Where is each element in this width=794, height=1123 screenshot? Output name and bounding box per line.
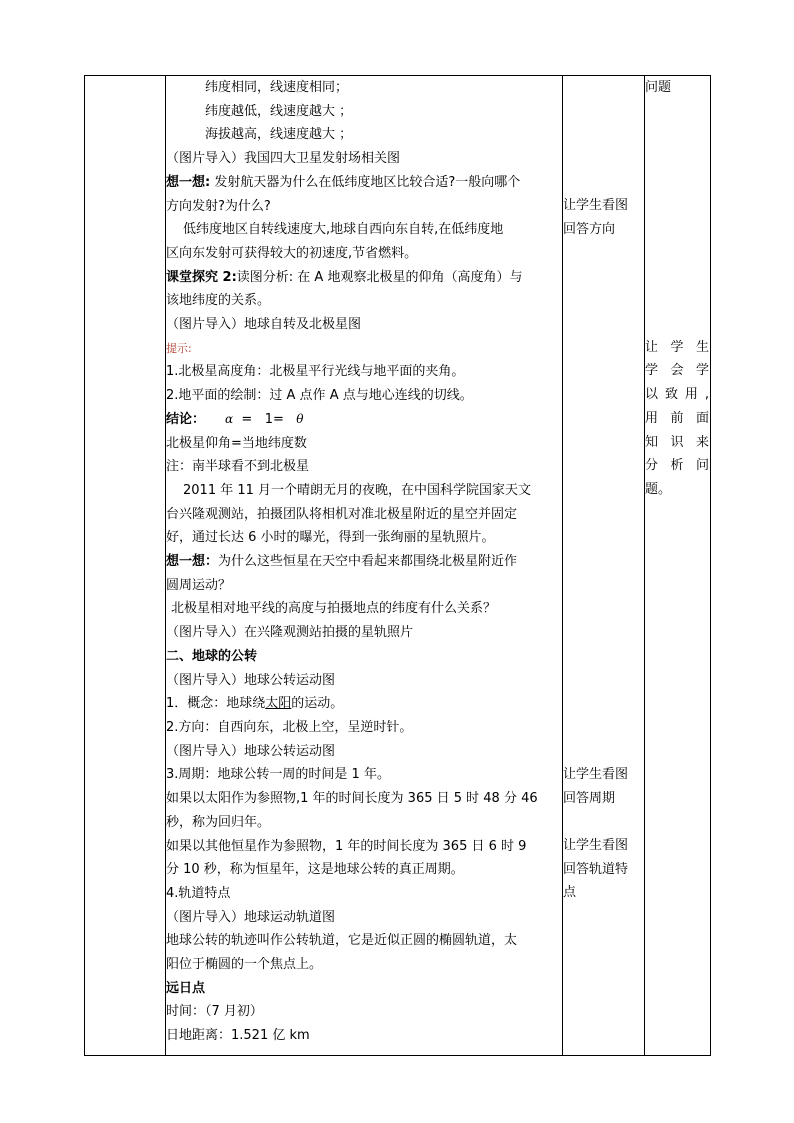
think-question: 发射航天器为什么在低纬度地区比较合适?一般向哪个 — [210, 174, 521, 190]
purpose-text: 分析问 — [645, 458, 710, 474]
purpose-text: 以致用, — [645, 387, 710, 403]
content-line — [166, 337, 562, 361]
activity-text: 让学生看图 — [563, 198, 629, 213]
blank-column-cell — [85, 76, 166, 1056]
content-line: 北极星相对地平线的高度与拍摄地点的纬度有什么关系？ — [171, 601, 497, 617]
content-line: 海拔越高，线速度越大 ； — [205, 127, 353, 143]
content-line: 圆周运动？ — [166, 577, 232, 593]
content-line: 日地距离：1.521 亿 km — [166, 1028, 310, 1044]
content-line: （图片导入）在兴隆观测站拍摄的星轨照片 — [166, 625, 414, 641]
content-line — [166, 171, 562, 195]
content-line: （图片导入）地球自转及北极星图 — [166, 317, 362, 333]
content-line: （图片导入）地球运动轨道图 — [166, 909, 336, 925]
content-line: 2.方向：自西向东，北极上空，呈逆时针。 — [166, 719, 413, 735]
think-heading: 想一想： — [166, 554, 219, 570]
subheading: 远日点 — [166, 980, 206, 996]
content-line — [166, 550, 562, 574]
teaching-content-cell — [166, 76, 563, 1056]
content-line: 纬度越低，线速度越大 ； — [205, 103, 353, 119]
content-line: 3.周期：地球公转一周的时间是 1 年。 — [166, 767, 390, 783]
content-line: 如果以其他恒星作为参照物，1 年的时间长度为 365 日 6 时 9 — [166, 838, 527, 854]
content-line: （图片导入）我国四大卫星发射场相关图 — [166, 151, 401, 167]
content-line: 4.轨道特点 — [166, 885, 231, 901]
think-heading: 想一想: — [166, 174, 211, 190]
content-line: 分 10 秒，称为恒星年，这是地球公转的真正周期。 — [166, 862, 464, 878]
think-question: 为什么这些恒星在天空中看起来都围绕北极星附近作 — [218, 554, 518, 570]
content-line: 2.地平面的绘制：过 A 点作 A 点与地心连线的切线。 — [166, 388, 473, 404]
purpose-text: 学会学 — [645, 363, 710, 379]
purpose-text: 题。 — [645, 481, 672, 497]
content-line: 2011 年 11 月一个晴朗无月的夜晚，在中国科学院国家天文 — [183, 482, 532, 498]
design-purpose-cell — [645, 76, 711, 1056]
content-line: （图片导入）地球公转运动图 — [166, 743, 336, 759]
alpha-symbol: α — [225, 411, 234, 426]
content-line: 1.北极星高度角：北极星平行光线与地平面的夹角。 — [166, 364, 465, 380]
content-line: 纬度相同，线速度相同； — [205, 80, 349, 95]
purpose-text: 用前面 — [645, 410, 710, 426]
table-row — [85, 76, 711, 1056]
conclusion-label: 结论： — [166, 411, 206, 427]
content-line: 方向发射?为什么? — [166, 198, 271, 214]
content-line — [166, 408, 562, 432]
content-line: 1．概念：地球绕太阳的运动。 — [166, 696, 344, 712]
content-line: 该地纬度的关系。 — [166, 293, 271, 309]
purpose-text: 知识来 — [645, 434, 710, 450]
lesson-plan-table — [84, 75, 711, 1056]
purpose-text: 问题 — [645, 80, 672, 95]
inquiry-heading: 课堂探究 2: — [166, 269, 237, 285]
content-line: 台兴隆观测站，拍摄团队将相机对准北极星附近的星空并固定 — [166, 506, 518, 522]
activity-text: 让学生看图 — [563, 837, 629, 853]
student-activity-cell — [563, 76, 645, 1056]
activity-text: 让学生看图 — [563, 767, 629, 783]
activity-text: 回答方向 — [563, 221, 616, 237]
content-line: 低纬度地区自转线速度大,地球自西向东自转,在低纬度地 — [183, 222, 504, 238]
hint-label: 提示: — [166, 341, 192, 355]
content-line: （图片导入）地球公转运动图 — [166, 672, 336, 688]
theta-symbol: θ — [296, 411, 304, 426]
content-line: 时间：（7 月初） — [166, 1004, 263, 1020]
content-line: 秒，称为回归年。 — [166, 814, 271, 830]
angle-one: 1= — [264, 411, 284, 427]
activity-text: 回答轨道特 — [563, 861, 629, 877]
content-line: 区向东发射可获得较大的初速度,节省燃料。 — [166, 245, 418, 261]
content-line — [166, 266, 562, 290]
content-line: 阳位于椭圆的一个焦点上。 — [166, 957, 323, 973]
activity-text: 点 — [563, 885, 577, 901]
inquiry-text: 读图分析: 在 A 地观察北极星的仰角（高度角）与 — [236, 269, 523, 285]
content-line: 注：南半球看不到北极星 — [166, 459, 310, 475]
underlined-term: 太阳 — [265, 696, 292, 712]
activity-text: 回答周期 — [563, 791, 616, 807]
purpose-text: 让学生 — [645, 339, 710, 355]
equals-sign: = — [241, 411, 253, 427]
content-line: 好，通过长达 6 小时的曝光，得到一张绚丽的星轨照片。 — [166, 530, 495, 546]
content-line: 如果以太阳作为参照物,1 年的时间长度为 365 日 5 时 48 分 46 — [166, 791, 538, 807]
section-heading: 二、地球的公转 — [166, 648, 258, 664]
content-line: 地球公转的轨迹叫作公转轨道，它是近似正圆的椭圆轨道，太 — [166, 933, 518, 949]
content-line: 北极星仰角=当地纬度数 — [166, 435, 307, 451]
